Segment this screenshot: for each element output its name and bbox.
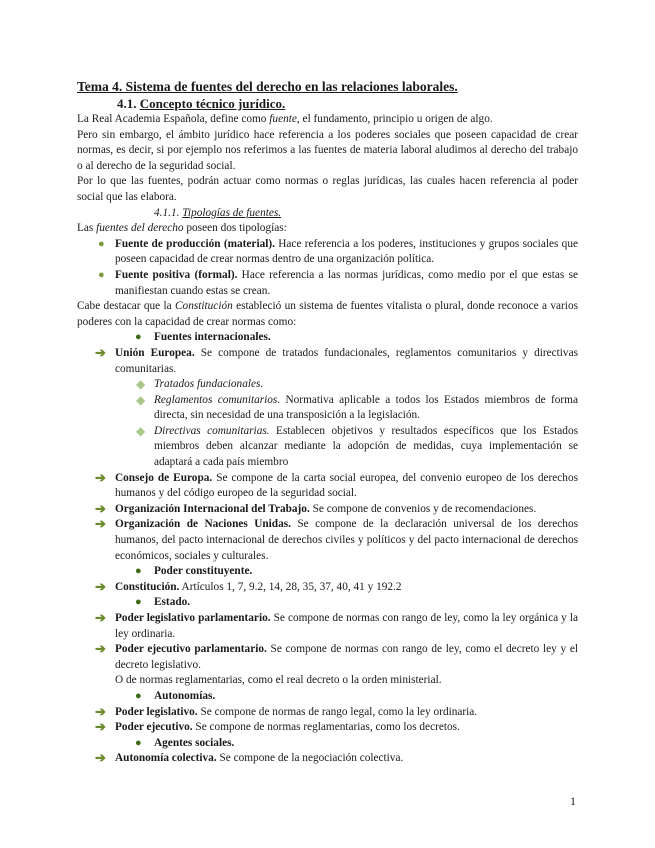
bullet-icon: ● <box>135 596 142 609</box>
list-item-tipologia <box>77 237 578 268</box>
arrow-right-icon: ➔ <box>95 703 106 719</box>
list-item-union-europea <box>77 346 578 377</box>
item-text: Se compone de la negociación colectiva. <box>216 752 404 765</box>
group-heading-internacionales <box>77 330 578 346</box>
section-number: 4.1. <box>117 96 140 111</box>
bullet-icon: ● <box>98 268 105 281</box>
list-item-poder-legislativo <box>77 705 578 721</box>
text-run: , el fundamento, principio u origen de algo. <box>296 113 493 125</box>
arrow-right-icon: ➔ <box>95 750 106 766</box>
list-item-onu <box>77 517 578 564</box>
item-term: Constitución. <box>115 580 180 593</box>
list-item-ue-norma <box>77 377 578 393</box>
item-text: Se compone de normas con rango de ley, como la ley orgánica y la ley ordinaria. <box>115 612 578 640</box>
section-title: Concepto técnico jurídico. <box>139 96 286 111</box>
arrow-right-icon: ➔ <box>95 469 106 485</box>
item-term: Fuente positiva (formal). <box>115 268 238 281</box>
text-run: Las <box>77 222 97 235</box>
arrow-right-icon: ➔ <box>95 719 106 735</box>
group-title: Autonomías. <box>154 689 216 702</box>
paragraph-constitucion <box>77 299 578 330</box>
list-item-poder-ejecutivo-parlamentario <box>77 642 578 673</box>
text-run: Cabe destacar que la <box>77 300 176 313</box>
item-term: Organización de Naciones Unidas. <box>115 518 291 531</box>
list-item-poder-legislativo-parlamentario <box>77 611 578 642</box>
item-term: Poder legislativo. <box>115 705 198 718</box>
group-heading-autonomias <box>77 689 578 705</box>
paragraph-tipologias <box>77 221 578 237</box>
subsection-number: 4.1.1. <box>154 206 183 219</box>
text-run: La Real Academia Española, define como <box>77 113 270 125</box>
item-text: Hace referencia a las normas jurídicas, como medio por el que estas se manifiestan cuando estas se crean. <box>115 268 578 297</box>
item-term: Organización Internacional del Trabajo. <box>115 502 310 515</box>
item-term: Unión Europea. <box>115 346 195 359</box>
arrow-right-icon: ➔ <box>95 344 106 360</box>
list-item-tipologia <box>77 268 578 299</box>
item-text: Se compone de normas con rango de ley, como el decreto ley y el decreto legislativo. <box>115 643 578 671</box>
item-text: Se compone de convenios y de recomendaciones. <box>309 502 537 515</box>
diamond-icon: ◆ <box>136 423 146 438</box>
item-term: Poder ejecutivo parlamentario. <box>115 643 267 656</box>
item-term: Fuente de producción (material). <box>115 237 275 250</box>
italic-term: fuentes del derecho <box>96 222 184 235</box>
list-item-constitucion <box>77 580 578 596</box>
estado-note: O de normas reglamentarias, como el real decreto o la orden ministerial. <box>115 674 442 687</box>
bullet-icon: ● <box>135 736 142 749</box>
item-term: Autonomía colectiva. <box>115 752 217 765</box>
list-item-consejo-europa <box>77 471 578 502</box>
arrow-right-icon: ➔ <box>95 578 106 594</box>
item-term: Reglamentos comunitarios. <box>154 393 281 406</box>
italic-term: Constitución <box>175 300 233 313</box>
arrow-right-icon: ➔ <box>95 641 106 657</box>
bullet-icon: ● <box>135 689 142 702</box>
arrow-right-icon: ➔ <box>95 500 106 516</box>
group-heading-constituyente <box>77 564 578 580</box>
item-text: Se compone de tratados fundacionales, reglamentos comunitarios y directivas comunitarias. <box>115 346 578 375</box>
paragraph-definition <box>77 112 578 128</box>
group-title: Poder constituyente. <box>154 565 253 578</box>
item-text: Establecen objetivos y resultados específicos que los Estados miembros deben alcanzar mediante la adopción de medidas, cuya implementación se adaptará a cada país miembro <box>154 424 578 469</box>
paragraph-fuentes: Por lo que las fuentes, podrán actuar como normas o reglas jurídicas, las cuales hacen referencia al poder social que las elabora. <box>77 175 578 203</box>
document-title: Tema 4. Sistema de fuentes del derecho en las relaciones laborales. <box>77 79 458 94</box>
item-text: Se compone de normas de rango legal, como la ley ordinaria. <box>197 705 478 718</box>
diamond-icon: ◆ <box>136 377 146 392</box>
list-item-ue-norma <box>77 424 578 471</box>
item-text: Artículos 1, 7, 9.2, 14, 28, 35, 37, 40, 41 y 192.2 <box>179 580 402 593</box>
bullet-icon: ● <box>135 331 142 344</box>
arrow-right-icon: ➔ <box>95 516 106 532</box>
paragraph-juridico: Pero sin embargo, el ámbito jurídico hace referencia a los poderes sociales que poseen capacidad de crear normas, es decir, si por ejemplo nos referimos a las fuentes de materia laboral aludimos al derecho del trabajo o al derecho de la seguridad social. <box>77 128 578 172</box>
item-text: Hace referencia a los poderes, instituciones y grupos sociales que poseen capacidad de crear normas dentro de una organización política. <box>115 237 578 266</box>
group-heading-agentes-sociales <box>77 736 578 752</box>
text-run: estableció un sistema de fuentes vitalista o plural, donde reconoce a varios poderes con la capacidad de crear normas como: <box>77 300 578 328</box>
item-text: Se compone de la declaración universal de los derechos humanos, del pacto internacional de derechos civiles y políticos y del pacto internacional de derechos económicos, sociales y culturales. <box>115 518 578 562</box>
page-number: 1 <box>570 794 576 808</box>
group-title: Agentes sociales. <box>154 736 235 749</box>
item-text: Normativa aplicable a todos los Estados miembros de forma directa, sin necesidad de una transposición a la legislación. <box>154 393 578 422</box>
item-text: Se compone de normas reglamentarias, como los decretos. <box>192 721 460 734</box>
bullet-icon: ● <box>98 237 105 250</box>
item-term: Tratados fundacionales. <box>154 378 264 391</box>
arrow-right-icon: ➔ <box>95 610 106 625</box>
list-item-ue-norma <box>77 393 578 424</box>
item-term: Directivas comunitarias. <box>154 424 270 437</box>
item-term: Consejo de Europa. <box>115 471 213 484</box>
list-item-poder-ejecutivo <box>77 720 578 736</box>
diamond-icon: ◆ <box>136 392 146 407</box>
text-run: poseen dos tipologías: <box>183 222 287 235</box>
group-title: Estado. <box>154 596 191 609</box>
list-item-autonomia-colectiva <box>77 751 578 767</box>
italic-term: fuente <box>269 113 297 125</box>
subsection-title: Tipologías de fuentes. <box>182 206 282 219</box>
group-heading-estado <box>77 595 578 611</box>
list-item-oit <box>77 502 578 518</box>
item-term: Poder legislativo parlamentario. <box>115 612 271 624</box>
group-title: Fuentes internacionales. <box>154 331 271 344</box>
subsection-heading <box>154 206 578 222</box>
document-body <box>77 78 578 767</box>
item-term: Poder ejecutivo. <box>115 721 193 734</box>
item-text: Se compone de la carta social europea, del convenio europeo de los derechos humanos y del código europeo de la seguridad social. <box>115 471 578 500</box>
section-heading <box>117 95 578 112</box>
bullet-icon: ● <box>135 565 142 578</box>
